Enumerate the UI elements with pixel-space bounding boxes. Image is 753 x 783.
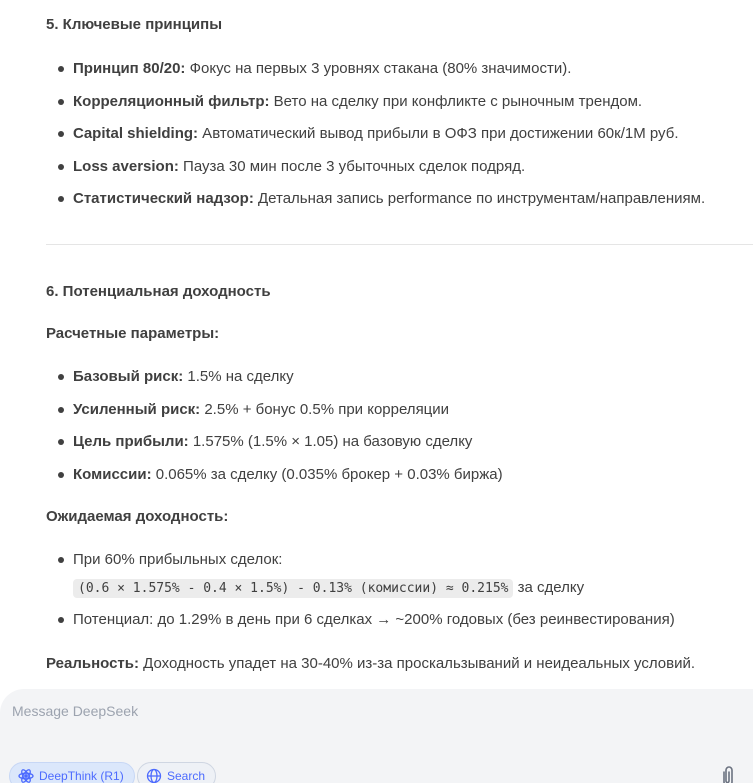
item-text: Пауза 30 мин после 3 убыточных сделок подряд. bbox=[178, 157, 526, 175]
item-label: Loss aversion: bbox=[73, 157, 179, 175]
expected-list bbox=[46, 549, 753, 642]
list-item bbox=[46, 609, 753, 642]
list-item bbox=[46, 549, 753, 609]
list-item bbox=[46, 188, 753, 221]
item-label: Усиленный риск: bbox=[73, 400, 201, 418]
item-text: Фокус на первых 3 уровнях стакана (80% значимости). bbox=[185, 60, 572, 77]
item-text: Детальная запись performance по инструментам/направлениям. bbox=[253, 190, 706, 207]
principles-list bbox=[46, 58, 753, 221]
bullet bbox=[58, 617, 64, 623]
item-label: Комиссии: bbox=[73, 465, 152, 483]
item-text: Потенциал: до 1.29% в день при 6 сделках → ~200% годовых (без реинвестирования) bbox=[73, 611, 675, 628]
section-heading-returns: 6. Потенциальная доходность bbox=[46, 283, 271, 300]
message-input[interactable] bbox=[12, 703, 692, 719]
bullet bbox=[58, 557, 64, 563]
item-text: Вето на сделку при конфликте с рыночным трендом. bbox=[269, 92, 643, 110]
reality-text: Доходность упадет на 30-40% из-за проскальзываний и неидеальных условий. bbox=[139, 655, 696, 672]
bullet bbox=[58, 99, 64, 105]
item-text: При 60% прибыльных сделок: bbox=[73, 551, 283, 568]
item-label: Цель прибыли: bbox=[73, 433, 189, 450]
item-label: Корреляционный фильтр: bbox=[73, 92, 270, 110]
formula-suffix: за сделку bbox=[513, 579, 585, 596]
search-label: Search bbox=[167, 769, 206, 783]
bullet bbox=[58, 472, 64, 478]
deepthink-label: DeepThink (R1) bbox=[39, 769, 124, 783]
params-heading: Расчетные параметры: bbox=[46, 325, 220, 342]
paperclip-icon bbox=[718, 764, 738, 783]
expected-heading: Ожидаемая доходность: bbox=[46, 508, 229, 525]
item-text: 1.5% на сделку bbox=[183, 368, 294, 385]
bullet bbox=[58, 66, 64, 72]
bullet bbox=[58, 131, 64, 137]
list-item bbox=[46, 91, 753, 124]
list-item bbox=[46, 464, 753, 497]
item-label: Базовый риск: bbox=[73, 368, 184, 385]
list-item bbox=[46, 58, 753, 91]
list-item bbox=[46, 399, 753, 432]
bullet bbox=[58, 439, 64, 445]
list-item bbox=[46, 123, 753, 156]
deepthink-button[interactable] bbox=[9, 762, 135, 783]
item-text: 1.575% (1.5% × 1.05) на базовую сделку bbox=[188, 433, 473, 450]
bullet bbox=[58, 407, 64, 413]
params-list bbox=[46, 366, 753, 496]
formula-code: (0.6 × 1.575% - 0.4 × 1.5%) - 0.13% (комиссии) ≈ 0.215% bbox=[73, 579, 513, 598]
list-item bbox=[46, 431, 753, 464]
list-item bbox=[46, 156, 753, 189]
item-label: Capital shielding: bbox=[73, 125, 199, 142]
atom-icon bbox=[18, 768, 34, 783]
item-label: Принцип 80/20: bbox=[73, 60, 186, 77]
section-heading-principles: 5. Ключевые принципы bbox=[46, 16, 223, 33]
item-text: 0.065% за сделку (0.035% брокер + 0.03% биржа) bbox=[151, 465, 503, 483]
reality-note bbox=[46, 653, 695, 675]
item-label: Статистический надзор: bbox=[73, 190, 254, 207]
attach-button[interactable] bbox=[718, 764, 738, 783]
section-divider bbox=[46, 244, 753, 245]
bullet bbox=[58, 196, 64, 202]
item-text: 2.5% + бонус 0.5% при корреляции bbox=[200, 400, 450, 418]
list-item bbox=[46, 366, 753, 399]
item-text: Автоматический вывод прибыли в ОФЗ при достижении 60к/1М руб. bbox=[198, 125, 679, 142]
bullet bbox=[58, 164, 64, 170]
globe-icon bbox=[146, 768, 162, 783]
reality-label: Реальность: bbox=[46, 655, 139, 672]
search-button[interactable] bbox=[137, 762, 216, 783]
formula-line bbox=[73, 577, 753, 600]
message-composer bbox=[0, 689, 753, 783]
bullet bbox=[58, 374, 64, 380]
